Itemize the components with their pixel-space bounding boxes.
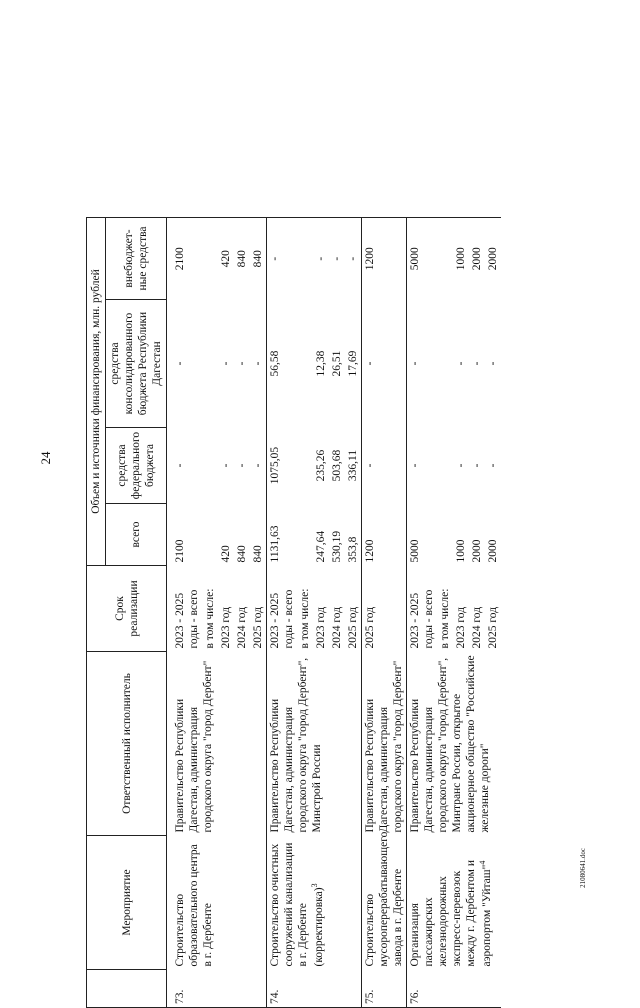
table-row <box>167 217 203 1007</box>
header-extrabudgetary: внебюджет-ные средства <box>106 217 167 299</box>
period-cell: 2023 - 2025 годы - всего <box>407 566 438 652</box>
federal-cell: - <box>455 463 468 468</box>
consolidated-cell <box>202 300 218 428</box>
extrabudgetary-cell: 840 <box>250 217 267 299</box>
header-funding-group: Объем и источники финансирования, млн. рублей <box>87 217 106 565</box>
extrabudgetary-cell <box>202 217 218 299</box>
consolidated-cell: 26,51 <box>331 350 344 377</box>
extrabudgetary-cell: - <box>329 217 345 299</box>
rotated-table-sheet <box>86 218 554 1008</box>
measure-cell: Организация пассажирских железнодорожных экспресс-перевозок между г. Дербентом и аэропортом "Уйташ"$^4$ <box>407 836 502 970</box>
total-cell <box>437 504 453 566</box>
consolidated-cell: - <box>455 361 468 366</box>
total-cell: 840 <box>252 545 265 563</box>
footnote-marker: 3 <box>310 883 320 888</box>
federal-cell: - <box>362 428 407 504</box>
consolidated-cell: - <box>362 300 407 428</box>
extrabudgetary-cell <box>437 217 453 299</box>
consolidated-cell: - <box>236 361 249 366</box>
row-number: 76. <box>407 970 502 1008</box>
header-federal: средства федерального бюджета <box>106 428 167 504</box>
period-cell: 2024 год <box>236 606 249 649</box>
measure-cell: Строительство образовательного центра в г. Дербенте <box>174 844 215 967</box>
federal-cell: - <box>252 463 265 468</box>
total-cell: 1131,63 <box>267 504 298 566</box>
executor-cell: Правительство Республики Дагестан, администрация городского округа "город Дербент", Минтранс России, открытое акционерное общество "Российские железные дороги" <box>407 652 502 836</box>
period-cell: 2023 год <box>220 606 233 649</box>
extrabudgetary-cell: - <box>313 217 329 299</box>
extrabudgetary-cell: 1200 <box>362 217 407 299</box>
period-cell: 2025 год <box>487 606 500 649</box>
row-number: 75. <box>362 970 407 1008</box>
period-cell: 2023 год <box>315 606 328 649</box>
header-executor: Ответственный исполнитель <box>87 652 167 836</box>
extrabudgetary-cell: 420 <box>218 217 234 299</box>
total-cell: 353,8 <box>347 536 360 563</box>
consolidated-cell <box>437 300 453 428</box>
federal-cell: - <box>174 463 187 468</box>
executor-cell: Правительство Республики Дагестан, администрация городского округа "город Дербент" <box>174 660 215 833</box>
federal-cell: 1075,05 <box>267 428 298 504</box>
table-row <box>362 217 407 1007</box>
row-number: 74. <box>267 970 362 1008</box>
total-cell: 5000 <box>407 504 438 566</box>
page-number: 24 <box>38 451 53 465</box>
header-consolidated: средства консолидированного бюджета Республики Дагестан <box>106 300 167 428</box>
total-cell: 2000 <box>471 539 484 563</box>
total-cell <box>202 504 218 566</box>
period-cell: 2024 год <box>331 606 344 649</box>
consolidated-cell: - <box>471 361 484 366</box>
total-cell: 420 <box>220 545 233 563</box>
period-cell: 2025 год <box>362 566 407 652</box>
table-header <box>87 217 167 1007</box>
table-row <box>407 217 438 1007</box>
header-period: Срок реализации <box>87 566 167 652</box>
federal-cell: 235,26 <box>315 449 328 482</box>
consolidated-cell: - <box>407 300 438 428</box>
consolidated-cell: 12,38 <box>315 350 328 377</box>
federal-cell: - <box>236 463 249 468</box>
federal-cell: 503,68 <box>331 449 344 482</box>
period-cell: в том числе: <box>439 588 452 649</box>
total-cell: 840 <box>236 545 249 563</box>
total-cell: 1200 <box>362 504 407 566</box>
period-cell: 2024 год <box>471 606 484 649</box>
consolidated-cell: - <box>487 361 500 366</box>
consolidated-cell: - <box>220 361 233 366</box>
federal-cell: - <box>407 428 438 504</box>
measure-cell: Строительство мусороперерабатывающего завода в г. Дербенте <box>362 836 407 970</box>
total-cell <box>297 504 313 566</box>
extrabudgetary-cell: 2100 <box>167 217 203 299</box>
federal-cell: - <box>471 463 484 468</box>
consolidated-cell: - <box>174 361 187 366</box>
federal-cell <box>202 428 218 504</box>
federal-cell <box>437 428 453 504</box>
header-total: всего <box>106 504 167 566</box>
extrabudgetary-cell: 1000 <box>453 217 469 299</box>
extrabudgetary-cell <box>297 217 313 299</box>
period-cell: 2023 - 2025 годы - всего <box>267 566 298 652</box>
federal-cell: - <box>220 463 233 468</box>
header-measure: Мероприятие <box>87 836 167 970</box>
consolidated-cell: 17,69 <box>347 350 360 377</box>
extrabudgetary-cell: 5000 <box>407 217 438 299</box>
period-cell: в том числе: <box>299 588 312 649</box>
period-cell: 2023 - 2025 годы - всего <box>174 589 201 649</box>
federal-cell: 336,11 <box>347 449 360 482</box>
period-cell: 2025 год <box>252 606 265 649</box>
federal-cell: - <box>487 463 500 468</box>
footer-document-code: 21080641.doc <box>579 848 587 888</box>
total-cell: 1000 <box>455 539 468 563</box>
period-cell: 2025 год <box>347 606 360 649</box>
row-number: 73. <box>167 970 267 1008</box>
executor-cell: Правительство Республики Дагестан, администрация городского округа "город Дербент", Минстрой России <box>267 652 362 836</box>
total-cell: 247,64 <box>315 530 328 563</box>
funding-table <box>86 217 501 1008</box>
consolidated-cell: - <box>252 361 265 366</box>
total-cell: 2100 <box>174 539 187 563</box>
executor-cell: Правительство Республики Дагестан, администрация городского округа "город Дербент" <box>362 652 407 836</box>
period-cell: 2023 год <box>455 606 468 649</box>
period-cell: в том числе: <box>204 588 217 649</box>
header-number <box>87 970 167 1008</box>
table-body <box>167 217 502 1007</box>
total-cell: 2000 <box>487 539 500 563</box>
extrabudgetary-cell: 2000 <box>485 217 501 299</box>
consolidated-cell: 56,58 <box>267 300 298 428</box>
extrabudgetary-cell: - <box>345 217 362 299</box>
extrabudgetary-cell: 2000 <box>469 217 485 299</box>
footnote-marker: 4 <box>478 860 488 865</box>
table-row <box>267 217 298 1007</box>
federal-cell <box>297 428 313 504</box>
consolidated-cell <box>297 300 313 428</box>
extrabudgetary-cell: - <box>267 217 298 299</box>
measure-cell: Строительство очистных сооружений канализации в г. Дербенте (корректировка)$^3$ <box>267 836 362 970</box>
extrabudgetary-cell: 840 <box>234 217 250 299</box>
total-cell: 530,19 <box>331 530 344 563</box>
